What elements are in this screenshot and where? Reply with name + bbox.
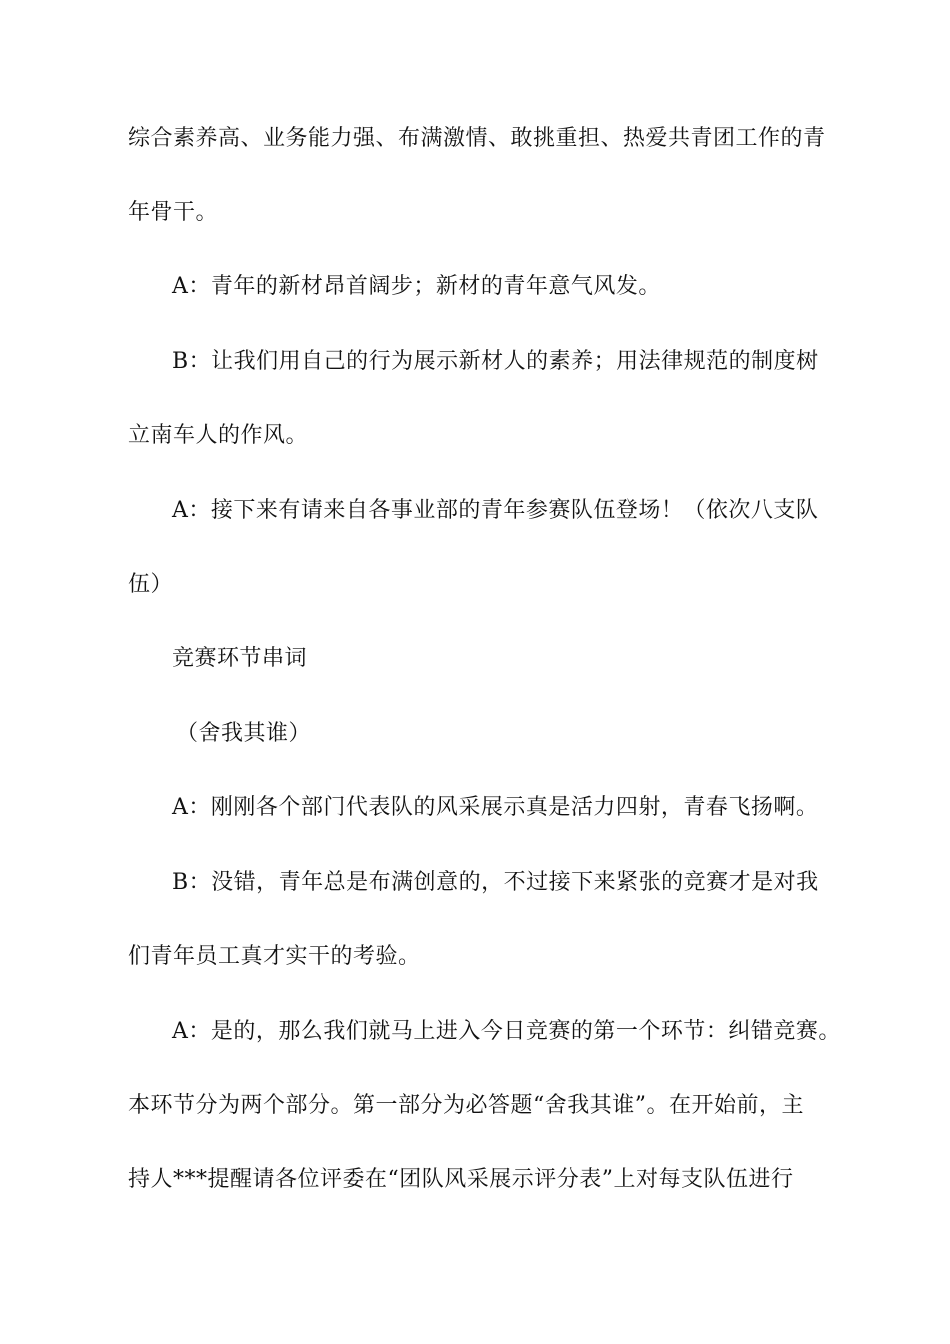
text-line: 持人***提醒请各位评委在“团队风采展示评分表”上对每支队伍进行 [128,1167,794,1192]
dialogue-line: A：是的，那么我们就马上进入今日竞赛的第一个环节：纠错竞赛。 [172,1019,841,1044]
text-line: 们青年员工真才实干的考验。 [128,944,421,969]
dialogue-line: A：青年的新材昂首阔步；新材的青年意气风发。 [172,274,661,299]
section-subheading: （舍我其谁） [176,721,312,746]
dialogue-line: A：刚刚各个部门代表队的风采展示真是活力四射，青春飞扬啊。 [172,795,819,820]
dialogue-line: B：让我们用自己的行为展示新材人的素养；用法律规范的制度树 [172,349,819,374]
text-line: 综合素养高、业务能力强、布满激情、敢挑重担、热爱共青团工作的青 [128,126,826,151]
text-line: 本环节分为两个部分。第一部分为必答题“舍我其谁”。在开始前，主 [128,1093,804,1118]
text-line: 立南车人的作风。 [128,423,309,448]
section-heading: 竞赛环节串词 [172,646,308,671]
text-line: 伍） [128,572,174,597]
dialogue-line: A：接下来有请来自各事业部的青年参赛队伍登场！（依次八支队 [172,498,819,523]
text-line: 年骨干。 [128,200,219,225]
dialogue-line: B：没错，青年总是布满创意的，不过接下来紧张的竞赛才是对我 [172,870,819,895]
